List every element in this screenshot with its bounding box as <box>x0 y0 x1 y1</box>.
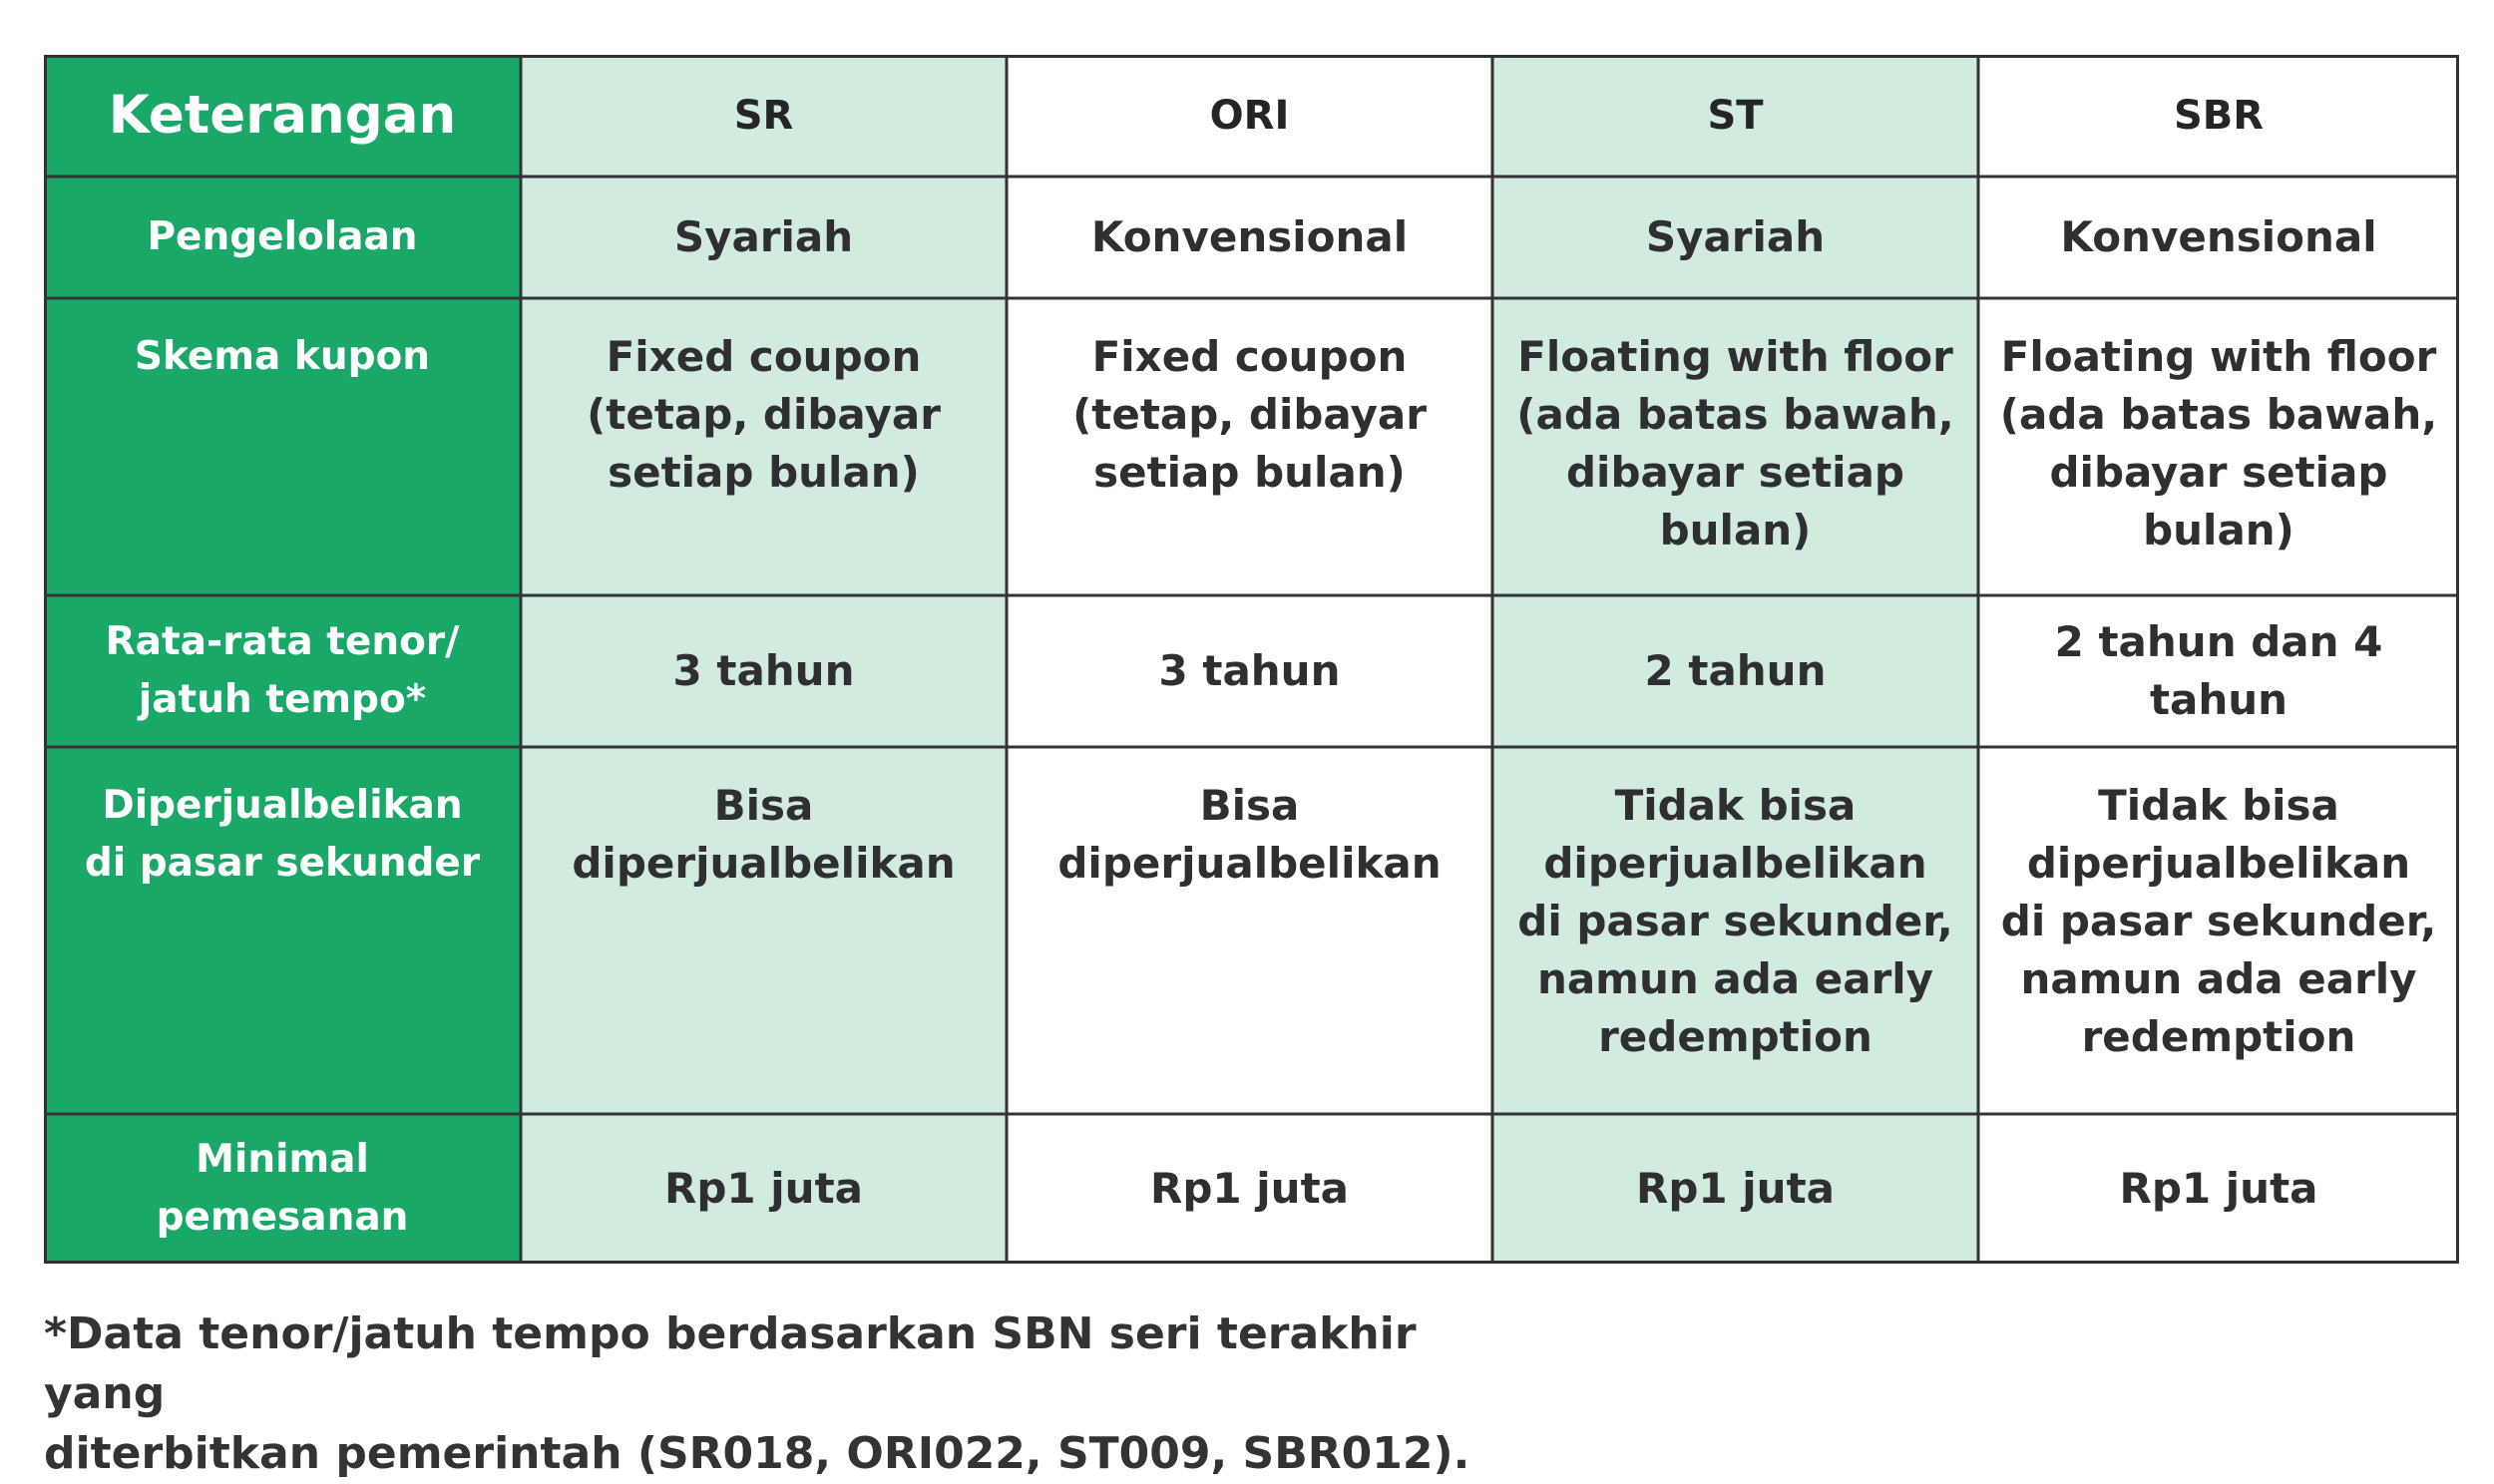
table-cell <box>521 595 1007 747</box>
column-header-ori <box>1007 55 1492 177</box>
table-cell-text: 3 tahun <box>1158 646 1341 695</box>
row-label <box>44 595 521 747</box>
table-cell-text: Bisa diperjualbelikan <box>572 781 956 888</box>
table-cell-text: Rp1 juta <box>1150 1164 1349 1213</box>
table-cell-text: 2 tahun <box>1644 646 1827 695</box>
row-label <box>44 747 521 1114</box>
table-cell-text: Floating with floor (ada batas bawah, dibayar setiap bulan) <box>1999 332 2438 555</box>
table-cell-text: Konvensional <box>2060 212 2377 261</box>
column-header-sbr-text: SBR <box>2173 93 2265 139</box>
column-header-ori-text: ORI <box>1209 93 1290 139</box>
table-cell <box>1492 1114 1978 1264</box>
table-cell-text: Rp1 juta <box>1636 1164 1835 1213</box>
table-cell <box>521 747 1007 1114</box>
table-cell-text: Tidak bisa diperjualbelikan di pasar sekunder, namun ada early redemption <box>1517 781 1953 1061</box>
table-cell-text: Rp1 juta <box>2119 1164 2318 1213</box>
table-cell <box>1007 298 1492 595</box>
table-cell <box>1978 298 2459 595</box>
table-cell-text: Bisa diperjualbelikan <box>1057 781 1442 888</box>
column-header-sbr <box>1978 55 2459 177</box>
table-cell <box>1492 177 1978 298</box>
comparison-table <box>44 55 2459 1264</box>
table-cell <box>1978 1114 2459 1264</box>
row-label <box>44 177 521 298</box>
table-cell-text: Fixed coupon (tetap, dibayar setiap bulan) <box>1072 332 1427 497</box>
table-cell-text: Rp1 juta <box>664 1164 863 1213</box>
table-cell-text: Syariah <box>1645 212 1826 261</box>
column-header-st <box>1492 55 1978 177</box>
table-header-label <box>44 55 521 177</box>
table-cell-text: Konvensional <box>1090 212 1409 261</box>
table-cell <box>1007 595 1492 747</box>
table-cell-text: Syariah <box>673 212 854 261</box>
row-label-text: Rata-rata tenor/ jatuh tempo* <box>105 619 460 722</box>
table-cell <box>521 177 1007 298</box>
table-header-label-text: Keterangan <box>108 85 457 146</box>
row-label-text: Skema kupon <box>134 334 431 379</box>
table-cell <box>1492 298 1978 595</box>
row-label <box>44 298 521 595</box>
column-header-sr <box>521 55 1007 177</box>
table-cell-text: 3 tahun <box>672 646 855 695</box>
table-cell <box>1978 177 2459 298</box>
table-cell <box>1007 177 1492 298</box>
row-label-text: Pengelolaan <box>147 214 418 259</box>
table-cell <box>1007 1114 1492 1264</box>
table-cell <box>1007 747 1492 1114</box>
table-cell-text: Floating with floor (ada batas bawah, dibayar setiap bulan) <box>1516 332 1954 555</box>
table-cell-text: 2 tahun dan 4 tahun <box>2054 617 2383 724</box>
row-label <box>44 1114 521 1264</box>
table-cell-text: Fixed coupon (tetap, dibayar setiap bulan) <box>587 332 941 497</box>
column-header-sr-text: SR <box>733 93 794 139</box>
row-label-text: Minimal pemesanan <box>156 1137 409 1240</box>
footnote: *Data tenor/jatuh tempo berdasarkan SBN seri terakhir yang diterbitkan pemerintah (SR018, ORI022, ST009, SBR012). <box>44 1308 1470 1479</box>
table-cell <box>1978 747 2459 1114</box>
table-cell-text: Tidak bisa diperjualbelikan di pasar sekunder, namun ada early redemption <box>2000 781 2437 1061</box>
row-label-text: Diperjualbelikan di pasar sekunder <box>84 783 481 886</box>
table-cell <box>521 1114 1007 1264</box>
table-cell <box>1492 747 1978 1114</box>
table-cell <box>521 298 1007 595</box>
table-cell <box>1978 595 2459 747</box>
column-header-st-text: ST <box>1707 93 1764 139</box>
table-cell <box>1492 595 1978 747</box>
